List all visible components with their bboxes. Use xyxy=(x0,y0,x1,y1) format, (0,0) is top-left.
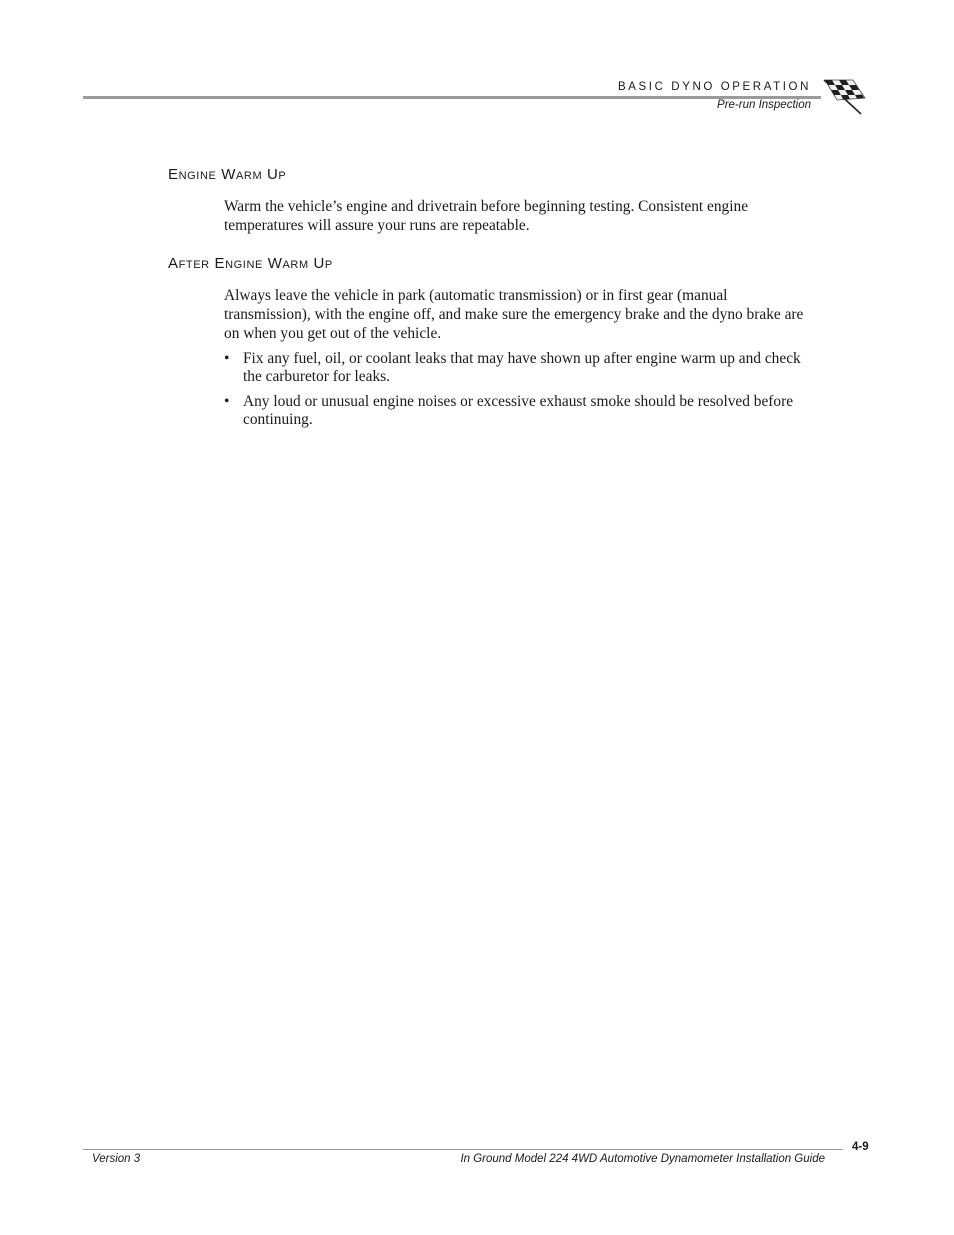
bullet-icon: • xyxy=(224,350,230,367)
checkered-flag-icon xyxy=(821,76,867,116)
chapter-title: BASIC DYNO OPERATION xyxy=(617,81,811,93)
after-engine-warm-up-heading: After Engine Warm Up xyxy=(168,255,333,272)
list-item-text: Fix any fuel, oil, or coolant leaks that may have shown up after engine warm up and check the carburetor for leaks. xyxy=(243,350,801,385)
section-title: Pre-run Inspection xyxy=(717,99,811,111)
document-title: In Ground Model 224 4WD Automotive Dynamometer Installation Guide xyxy=(460,1153,825,1165)
header-divider xyxy=(83,96,821,99)
footer-divider xyxy=(83,1149,843,1150)
engine-warm-up-heading: Engine Warm Up xyxy=(168,166,287,183)
engine-warm-up-paragraph: Warm the vehicle’s engine and drivetrain before beginning testing. Consistent engine temperatures will assure your runs are repeatable. xyxy=(224,198,749,234)
list-item xyxy=(224,350,816,385)
page-number: 4-9 xyxy=(852,1141,869,1153)
list-item-text: Any loud or unusual engine noises or excessive exhaust smoke should be resolved before continuing. xyxy=(243,393,794,428)
warm-up-checklist xyxy=(224,350,816,428)
list-item xyxy=(224,393,816,428)
version-label: Version 3 xyxy=(92,1153,141,1165)
bullet-icon: • xyxy=(224,393,230,410)
after-engine-warm-up-paragraph: Always leave the vehicle in park (automatic transmission) or in first gear (manual transmission), with the engine off, and make sure the emergency brake and the dyno brake are on when you get out of the vehicle. xyxy=(224,287,804,342)
